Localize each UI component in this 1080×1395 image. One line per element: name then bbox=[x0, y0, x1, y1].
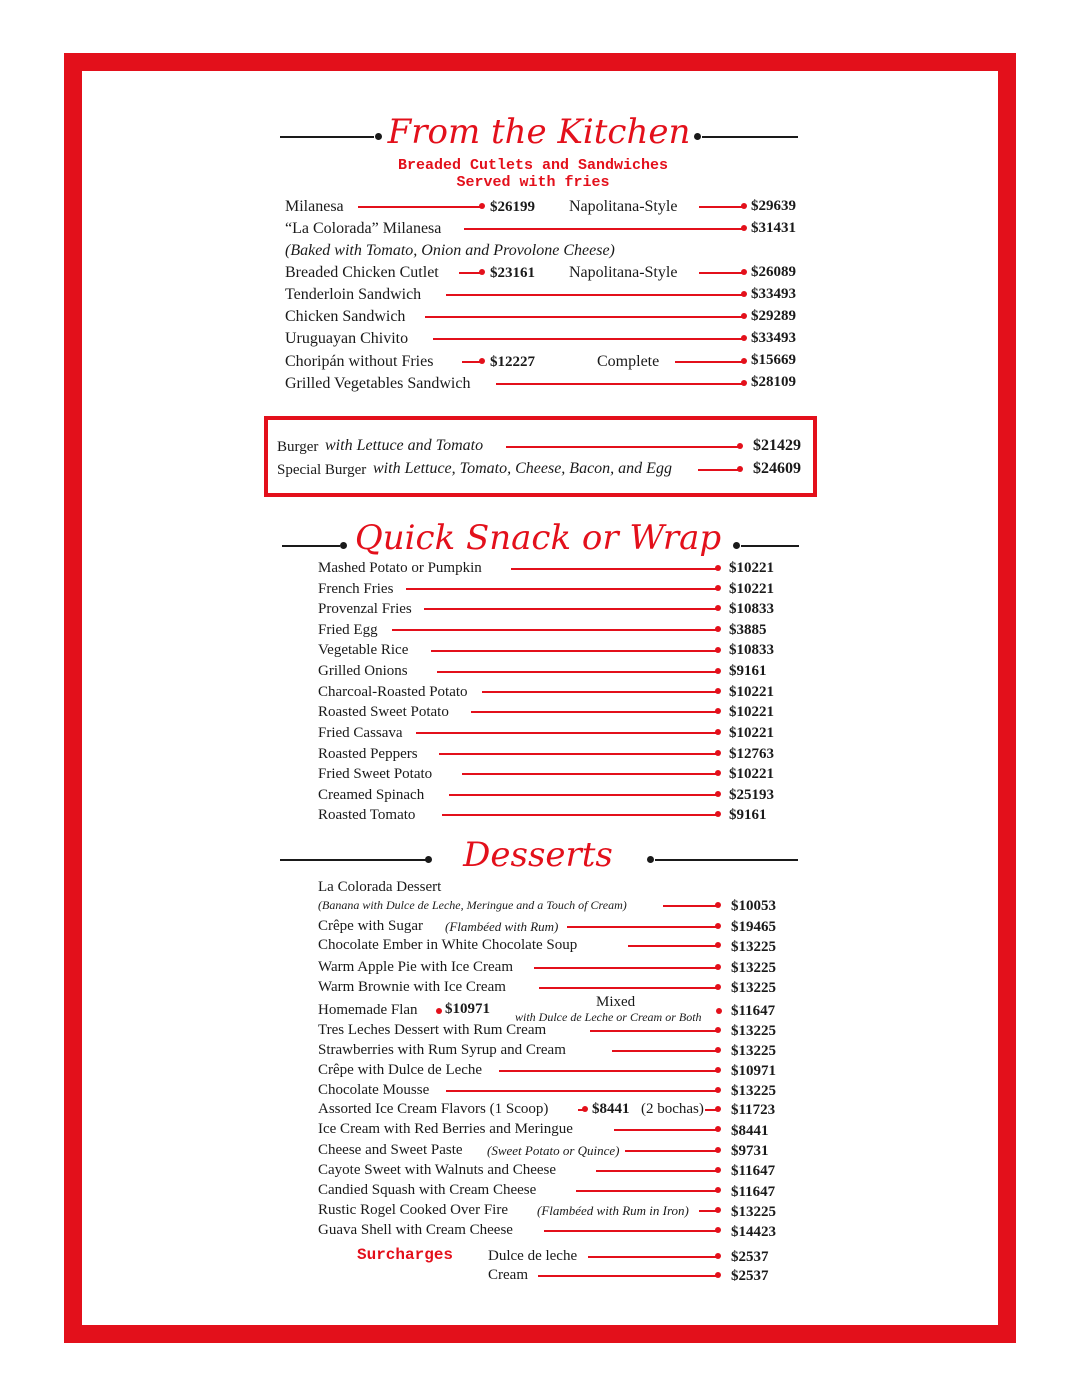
menu-item-name: Choripán without Fries bbox=[285, 353, 434, 370]
menu-item-name: Homemade Flan bbox=[318, 1002, 418, 1018]
leader-line bbox=[625, 1150, 717, 1152]
menu-item-note: (Sweet Potato or Quince) bbox=[487, 1143, 620, 1158]
menu-item-name: Creamed Spinach bbox=[318, 787, 425, 803]
menu-item-name: Warm Apple Pie with Ice Cream bbox=[318, 959, 513, 975]
leader-line bbox=[439, 753, 717, 755]
leader-line bbox=[506, 446, 739, 448]
menu-item-variant: Napolitana-Style bbox=[569, 264, 678, 281]
menu-item-variant: Complete bbox=[597, 353, 660, 370]
menu-item-name: Chicken Sandwich bbox=[285, 308, 406, 325]
menu-item-note: with Lettuce and Tomato bbox=[325, 437, 484, 454]
menu-item-price: $10833 bbox=[729, 642, 774, 658]
menu-item-name: French Fries bbox=[318, 581, 394, 597]
menu-item-price: $26089 bbox=[751, 264, 796, 280]
leader-dot bbox=[715, 1087, 721, 1093]
menu-item-price: $29639 bbox=[751, 198, 796, 214]
leader-dot bbox=[479, 203, 485, 209]
menu-item-name: Charcoal-Roasted Potato bbox=[318, 684, 468, 700]
leader-line bbox=[416, 732, 717, 734]
menu-item-price: $33493 bbox=[751, 330, 796, 346]
menu-item-name: Rustic Rogel Cooked Over Fire bbox=[318, 1202, 508, 1218]
leader-dot bbox=[715, 1147, 721, 1153]
burger-box bbox=[264, 416, 817, 497]
menu-item-price: $28109 bbox=[751, 374, 796, 390]
leader-dot bbox=[715, 791, 721, 797]
leader-dot bbox=[715, 964, 721, 970]
leader-dot bbox=[741, 203, 747, 209]
leader-dot bbox=[715, 1106, 721, 1112]
menu-item-price: $12763 bbox=[729, 746, 774, 762]
menu-item-price: $10053 bbox=[731, 898, 776, 914]
leader-line bbox=[358, 206, 480, 208]
leader-dot bbox=[479, 269, 485, 275]
leader-dot bbox=[715, 942, 721, 948]
menu-item-name: Cream bbox=[488, 1267, 528, 1283]
kitchen-subtitle: Breaded Cutlets and Sandwiches bbox=[397, 157, 669, 174]
leader-dot bbox=[715, 647, 721, 653]
menu-item-price: $15669 bbox=[751, 352, 796, 368]
divider-left bbox=[280, 136, 374, 138]
leader-line bbox=[406, 588, 717, 590]
leader-line bbox=[539, 987, 717, 989]
menu-item-price: $26199 bbox=[490, 199, 535, 215]
menu-item-name: Warm Brownie with Ice Cream bbox=[318, 979, 506, 995]
leader-dot bbox=[436, 1008, 442, 1014]
leader-dot bbox=[479, 358, 485, 364]
menu-item-name: Cayote Sweet with Walnuts and Cheese bbox=[318, 1162, 557, 1178]
leader-dot bbox=[715, 688, 721, 694]
leader-line bbox=[462, 361, 480, 363]
menu-item-price: $10833 bbox=[729, 601, 774, 617]
menu-item-price: $13225 bbox=[731, 1043, 776, 1059]
menu-item-name: Provenzal Fries bbox=[318, 601, 412, 617]
menu-item-price: $10221 bbox=[729, 725, 774, 741]
leader-dot bbox=[582, 1106, 588, 1112]
leader-dot bbox=[715, 668, 721, 674]
menu-item-name: La Colorada Dessert bbox=[318, 879, 442, 895]
menu-item-price: $10971 bbox=[731, 1063, 776, 1079]
divider-dot bbox=[425, 856, 432, 863]
leader-line bbox=[442, 814, 717, 816]
menu-item-name: Guava Shell with Cream Cheese bbox=[318, 1222, 513, 1238]
menu-item-price: $13225 bbox=[731, 960, 776, 976]
menu-item-price: $13225 bbox=[731, 1204, 776, 1220]
divider-right bbox=[702, 136, 798, 138]
section-title-snacks: Quick Snack or Wrap bbox=[354, 518, 722, 558]
menu-item-price: $8441 bbox=[731, 1123, 769, 1139]
menu-item-name: Ice Cream with Red Berries and Meringue bbox=[318, 1121, 573, 1137]
menu-item-name: Burger bbox=[277, 439, 319, 455]
leader-line bbox=[431, 650, 717, 652]
menu-item-variant: Mixed bbox=[596, 994, 636, 1010]
leader-dot bbox=[715, 1126, 721, 1132]
leader-dot bbox=[715, 605, 721, 611]
menu-item-price: $24609 bbox=[753, 460, 801, 477]
menu-item-note: with Lettuce, Tomato, Cheese, Bacon, and Egg bbox=[373, 460, 672, 477]
leader-line bbox=[699, 206, 742, 208]
leader-dot bbox=[715, 811, 721, 817]
menu-item-name: Assorted Ice Cream Flavors (1 Scoop) bbox=[318, 1101, 549, 1117]
menu-item-name: Crêpe with Sugar bbox=[318, 918, 423, 934]
leader-dot bbox=[737, 443, 743, 449]
menu-item-name: Special Burger bbox=[277, 462, 367, 478]
menu-item-price: $11647 bbox=[731, 1003, 776, 1019]
leader-line bbox=[449, 794, 717, 796]
menu-item-name: Fried Cassava bbox=[318, 725, 403, 741]
divider-dot bbox=[694, 133, 701, 140]
menu-item-name: Crêpe with Dulce de Leche bbox=[318, 1062, 483, 1078]
menu-item-note: (Flambéed with Rum) bbox=[445, 919, 559, 934]
menu-item-name: Tres Leches Dessert with Rum Cream bbox=[318, 1022, 547, 1038]
divider-left bbox=[282, 545, 340, 547]
menu-item-name: Cheese and Sweet Paste bbox=[318, 1142, 463, 1158]
divider-dot bbox=[647, 856, 654, 863]
leader-line bbox=[425, 316, 742, 318]
leader-dot bbox=[716, 1008, 722, 1014]
menu-item-name: Mashed Potato or Pumpkin bbox=[318, 560, 482, 576]
leader-line bbox=[464, 228, 742, 230]
divider-right bbox=[655, 859, 798, 861]
divider-dot bbox=[733, 542, 740, 549]
menu-item-price: $33493 bbox=[751, 286, 796, 302]
menu-item-price: $10221 bbox=[729, 560, 774, 576]
leader-dot bbox=[715, 984, 721, 990]
menu-item-name: Strawberries with Rum Syrup and Cream bbox=[318, 1042, 566, 1058]
leader-line bbox=[538, 1275, 717, 1277]
menu-item-price: $13225 bbox=[731, 1023, 776, 1039]
menu-item-price: $13225 bbox=[731, 939, 776, 955]
leader-dot bbox=[715, 770, 721, 776]
menu-item-price: $13225 bbox=[731, 1083, 776, 1099]
menu-item-name: Candied Squash with Cream Cheese bbox=[318, 1182, 537, 1198]
leader-line bbox=[511, 568, 717, 570]
menu-item-name: Grilled Onions bbox=[318, 663, 408, 679]
leader-line bbox=[663, 905, 717, 907]
leader-line bbox=[596, 1170, 717, 1172]
leader-line bbox=[534, 967, 717, 969]
menu-item-name: Fried Sweet Potato bbox=[318, 766, 433, 782]
leader-line bbox=[446, 1090, 717, 1092]
menu-item-price: $2537 bbox=[731, 1249, 769, 1265]
menu-item-name: Grilled Vegetables Sandwich bbox=[285, 375, 471, 392]
menu-item-name: Roasted Sweet Potato bbox=[318, 704, 449, 720]
menu-item-price: $13225 bbox=[731, 980, 776, 996]
leader-dot bbox=[741, 380, 747, 386]
menu-item-price: $9161 bbox=[729, 663, 767, 679]
leader-dot bbox=[741, 291, 747, 297]
menu-item-note: (Banana with Dulce de Leche, Meringue and a Touch of Cream) bbox=[318, 898, 627, 912]
leader-dot bbox=[715, 708, 721, 714]
menu-item-price: $12227 bbox=[490, 354, 535, 370]
menu-item-name: Roasted Tomato bbox=[318, 807, 416, 823]
leader-line bbox=[462, 773, 717, 775]
leader-line bbox=[437, 671, 717, 673]
menu-item-name: Breaded Chicken Cutlet bbox=[285, 264, 439, 281]
section-title-desserts: Desserts bbox=[463, 835, 613, 875]
leader-line bbox=[698, 469, 739, 471]
leader-dot bbox=[715, 1067, 721, 1073]
menu-item-name: Roasted Peppers bbox=[318, 746, 418, 762]
leader-dot bbox=[715, 565, 721, 571]
leader-dot bbox=[715, 923, 721, 929]
menu-item-price: $25193 bbox=[729, 787, 774, 803]
leader-dot bbox=[715, 585, 721, 591]
leader-line bbox=[614, 1129, 717, 1131]
leader-dot bbox=[741, 313, 747, 319]
leader-dot bbox=[715, 1227, 721, 1233]
menu-item-variant: Napolitana-Style bbox=[569, 198, 678, 215]
menu-item-price: $10221 bbox=[729, 704, 774, 720]
menu-item-name: Milanesa bbox=[285, 198, 344, 215]
leader-dot bbox=[715, 1253, 721, 1259]
leader-line bbox=[424, 608, 717, 610]
leader-dot bbox=[715, 1207, 721, 1213]
menu-item-note: (Baked with Tomato, Onion and Provolone Cheese) bbox=[285, 242, 615, 259]
menu-item-price: $11647 bbox=[731, 1184, 776, 1200]
menu-item-name: Fried Egg bbox=[318, 622, 378, 638]
leader-dot bbox=[715, 750, 721, 756]
menu-item-price: $11723 bbox=[731, 1102, 776, 1118]
leader-line bbox=[588, 1256, 717, 1258]
leader-dot bbox=[741, 335, 747, 341]
menu-item-note: with Dulce de Leche or Cream or Both bbox=[515, 1010, 702, 1024]
leader-line bbox=[482, 691, 717, 693]
leader-line bbox=[392, 629, 717, 631]
menu-item-name: Chocolate Mousse bbox=[318, 1082, 430, 1098]
leader-dot bbox=[741, 225, 747, 231]
menu-item-price: $8441 bbox=[592, 1101, 630, 1117]
menu-item-price: $9161 bbox=[729, 807, 767, 823]
leader-dot bbox=[737, 466, 743, 472]
menu-item-price: $19465 bbox=[731, 919, 776, 935]
leader-line bbox=[471, 711, 717, 713]
leader-line bbox=[499, 1070, 717, 1072]
menu-item-price: $10221 bbox=[729, 581, 774, 597]
menu-item-price: $9731 bbox=[731, 1143, 769, 1159]
menu-item-note: (Flambéed with Rum in Iron) bbox=[537, 1203, 689, 1218]
leader-line bbox=[628, 945, 717, 947]
menu-item-price: $11647 bbox=[731, 1163, 776, 1179]
menu-item-price: $14423 bbox=[731, 1224, 776, 1240]
leader-line bbox=[446, 294, 742, 296]
menu-item-price: $10971 bbox=[445, 1001, 490, 1017]
leader-line bbox=[459, 272, 480, 274]
menu-item-price: $2537 bbox=[731, 1268, 769, 1284]
leader-line bbox=[433, 338, 742, 340]
leader-dot bbox=[741, 269, 747, 275]
leader-line bbox=[496, 383, 742, 385]
leader-line bbox=[576, 1190, 717, 1192]
menu-item-price: $31431 bbox=[751, 220, 796, 236]
menu-item-name: Dulce de leche bbox=[488, 1248, 578, 1264]
leader-dot bbox=[715, 729, 721, 735]
leader-dot bbox=[715, 1187, 721, 1193]
menu-item-price: $23161 bbox=[490, 265, 535, 281]
menu-item-name: “La Colorada” Milanesa bbox=[285, 220, 442, 237]
leader-dot bbox=[715, 1272, 721, 1278]
menu-item-price: $3885 bbox=[729, 622, 767, 638]
leader-dot bbox=[715, 1027, 721, 1033]
divider-dot bbox=[375, 133, 382, 140]
leader-line bbox=[675, 361, 742, 363]
menu-item-name: Vegetable Rice bbox=[318, 642, 409, 658]
menu-item-price: $29289 bbox=[751, 308, 796, 324]
leader-dot bbox=[715, 1167, 721, 1173]
menu-item-price: $21429 bbox=[753, 437, 801, 454]
menu-item-price: $10221 bbox=[729, 766, 774, 782]
leader-dot bbox=[715, 902, 721, 908]
divider-dot bbox=[340, 542, 347, 549]
section-title-kitchen: From the Kitchen bbox=[387, 112, 691, 152]
leader-dot bbox=[715, 1047, 721, 1053]
surcharges-label: Surcharges bbox=[357, 1246, 454, 1264]
menu-item-variant: (2 bochas) bbox=[641, 1101, 704, 1117]
leader-line bbox=[699, 272, 742, 274]
menu-item-price: $10221 bbox=[729, 684, 774, 700]
leader-dot bbox=[741, 358, 747, 364]
leader-line bbox=[544, 1230, 717, 1232]
leader-dot bbox=[715, 626, 721, 632]
kitchen-subtitle: Served with fries bbox=[456, 174, 610, 191]
divider-right bbox=[741, 545, 799, 547]
leader-line bbox=[567, 926, 717, 928]
menu-item-name: Chocolate Ember in White Chocolate Soup bbox=[318, 937, 578, 953]
menu-item-name: Tenderloin Sandwich bbox=[285, 286, 422, 303]
divider-left bbox=[280, 859, 426, 861]
leader-line bbox=[590, 1030, 717, 1032]
leader-line bbox=[612, 1050, 717, 1052]
menu-item-name: Uruguayan Chivito bbox=[285, 330, 409, 347]
